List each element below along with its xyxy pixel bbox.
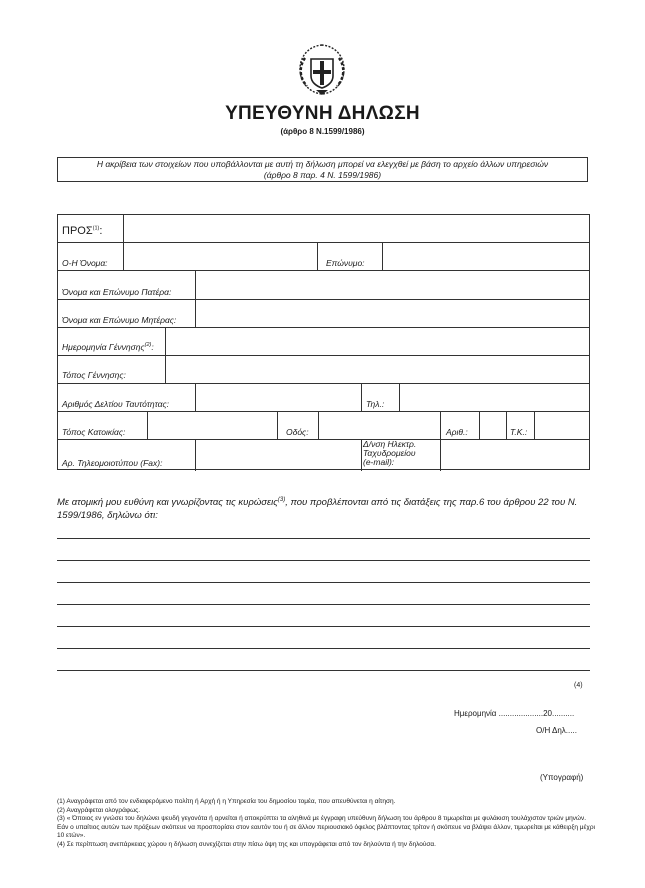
surname-label: Επώνυμο:: [326, 258, 365, 268]
surname-input[interactable]: [383, 243, 589, 270]
postal-code-input[interactable]: [535, 412, 589, 439]
first-name-input[interactable]: [124, 243, 317, 270]
number-label: Αριθ.:: [446, 427, 468, 437]
email-input[interactable]: [441, 440, 589, 471]
number-input[interactable]: [480, 412, 506, 439]
phone-label: Τηλ.:: [366, 399, 385, 409]
footnote-2: (2) Αναγράφεται ολογράφως.: [57, 807, 141, 814]
father-name-input[interactable]: [196, 271, 589, 299]
page-title: ΥΠΕΥΘΥΝΗ ΔΗΛΩΣΗ: [225, 103, 420, 124]
page-subtitle: (άρθρο 8 Ν.1599/1986): [280, 127, 365, 136]
residence-input[interactable]: [148, 412, 277, 439]
id-number-input[interactable]: [196, 384, 361, 411]
email-label: Δ/νση Ηλεκτρ. Ταχυδρομείου (e-mail):: [363, 439, 417, 467]
pros-label: ΠΡΟΣ$^{(1)}$:: [62, 225, 103, 237]
writing-line[interactable]: [57, 560, 590, 561]
notice-text-line2: (άρθρο 8 παρ. 4 Ν. 1599/1986): [263, 170, 382, 180]
residence-label: Τόπος Κατοικίας:: [62, 427, 126, 437]
coat-of-arms-icon: [293, 40, 351, 98]
street-input[interactable]: [319, 412, 440, 439]
date-field[interactable]: Ημερομηνία ....................20..........: [454, 709, 575, 718]
street-label: Οδός:: [286, 427, 309, 437]
signature-label: (Υπογραφή): [540, 773, 584, 782]
mother-name-label: Όνομα και Επώνυμο Μητέρας:: [62, 315, 177, 325]
writing-line[interactable]: [57, 648, 590, 649]
father-name-label: Όνομα και Επώνυμο Πατέρα:: [62, 287, 172, 297]
fax-input[interactable]: [196, 440, 361, 471]
birth-date-input[interactable]: [166, 328, 589, 355]
footnote-4: (4) Σε περίπτωση ανεπάρκειας χώρου η δήλωση συνεχίζεται στην πίσω όψη της και υπογράφεται από τον δηλούντα ή την δηλούσα.: [57, 841, 436, 848]
footnote-1: (1) Αναγράφεται από τον ενδιαφερόμενο πολίτη ή Αρχή ή η Υπηρεσία του δημοσίου τομέα, που απευθύνεται η αίτηση.: [57, 798, 396, 805]
postal-code-label: Τ.Κ.:: [510, 427, 528, 437]
birth-date-label: Ημερομηνία Γέννησης$^{(2)}$:: [62, 342, 154, 352]
notice-box: [57, 157, 588, 182]
notice-text-line1: Η ακρίβεια των στοιχείων που υποβάλλονται με αυτή τη δήλωση μπορεί να ελεγχθεί με βάση το αρχείο άλλων υπηρεσιών: [96, 159, 549, 169]
footnote-ref-4: (4): [574, 682, 583, 689]
personal-details-form: [57, 214, 590, 470]
pros-input[interactable]: [124, 215, 589, 242]
first-name-label: Ο-Η Όνομα:: [62, 258, 108, 268]
birth-place-input[interactable]: [166, 356, 589, 383]
writing-line[interactable]: [57, 538, 590, 539]
id-number-label: Αριθμός Δελτίου Ταυτότητας:: [62, 399, 170, 409]
writing-line[interactable]: [57, 582, 590, 583]
phone-input[interactable]: [400, 384, 589, 411]
writing-line[interactable]: [57, 604, 590, 605]
writing-line[interactable]: [57, 626, 590, 627]
birth-place-label: Τόπος Γέννησης:: [62, 370, 126, 380]
declarant-label: Ο/Η Δηλ.....: [536, 726, 577, 735]
writing-line[interactable]: [57, 670, 590, 671]
mother-name-input[interactable]: [196, 300, 589, 327]
declaration-text: Με ατομική μου ευθύνη και γνωρίζοντας τις κυρώσεις$^{(3)}$, που προβλέπονται από τις διατάξεις της παρ.6 του άρθρου 22 του Ν. 1599/1986, δηλώνω ότι:: [57, 497, 578, 522]
fax-label: Αρ. Τηλεομοιοτύπου (Fax):: [62, 458, 163, 468]
footnote-3: (3) « Όποιος εν γνώσει του δηλώνει ψευδή γεγονότα ή αρνείται ή αποκρύπτει τα αληθινά με έγγραφη υπεύθυνη δήλωση του άρθρου 8 τιμωρείται με φυλάκιση τουλάχιστον τριών μηνών. Εάν ο υπαίτιος αυτών των πράξεων σκόπευε να προσπορίσει στον εαυτόν του ή σε άλλον περιουσιακό όφελος βλάπτοντας τρίτον ή σκόπευε να βλάψει άλλον, τιμωρείται με κάθειρξη μέχρι 10 ετών».: [57, 815, 595, 839]
